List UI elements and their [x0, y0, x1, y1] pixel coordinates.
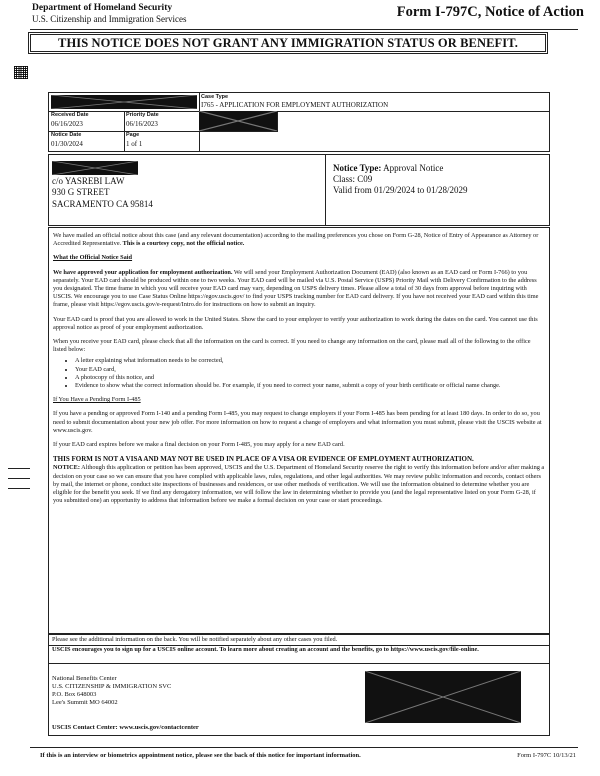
address-block [49, 155, 326, 225]
margin-mark [8, 488, 30, 489]
warning-bold-text: THIS FORM IS NOT A VISA AND MAY NOT BE USED IN PLACE OF A VISA OR EVIDENCE OF EMPLOYMENT AUTHORIZATION. [53, 455, 474, 464]
page-label: Page [126, 132, 140, 138]
page-footer-rule [30, 747, 578, 748]
case-type-cell [199, 93, 549, 112]
case-type-label: Case Type [201, 94, 229, 100]
approval-paragraph [53, 269, 545, 310]
online-account-text: USCIS encourages you to sign up for a USCIS online account. To learn more about creating an account and the benefits, go to https://www.uscis.gov/file-online. [52, 646, 479, 653]
agency-line-2: U.S. Citizenship and Immigration Services [32, 14, 187, 24]
barcode-icon [14, 66, 28, 79]
address-line-3: SACRAMENTO CA 95814 [52, 199, 153, 209]
center-line-1: National Benefits Center [52, 675, 117, 682]
address-line-1: c/o YASREBI LAW [52, 176, 125, 186]
heading-official-notice: What the Official Notice Said [53, 254, 133, 262]
notice-date-label: Notice Date [51, 132, 82, 138]
contact-center-text: USCIS Contact Center: www.uscis.gov/contactcenter [52, 724, 199, 731]
form-edition: Form I-797C 10/13/21 [517, 752, 576, 759]
header-rule [30, 29, 578, 30]
center-line-3: P.O. Box 648003 [52, 691, 97, 698]
center-line-2: U.S. CITIZENSHIP & IMMIGRATION SVC [52, 683, 172, 690]
approval-bold-text: We have approved your application for employment authorization. [53, 268, 233, 276]
notice-type [333, 163, 443, 173]
case-type-value: I765 - APPLICATION FOR EMPLOYMENT AUTHORIZATION [201, 101, 389, 109]
page-cell [124, 131, 200, 151]
notice-date-value: 01/30/2024 [51, 140, 83, 148]
notice-verification-text: Although this application or petition has been approved, USCIS and the U.S. Department of Homeland Security reserve the right to verify this information before and/or after making a decision on your case so we can ensure that you have complied with applicable laws, rules, regulations, and other legal authorities. We may review public information and records, contact others by mail, the internet or phone, conduct site inspections of businesses and residences, or use other methods of verification. We will use the information obtained to determine whether you are eligible for the benefit you seek. If we find any derogatory information, we will follow the law in determining whether to provide you (and the legal representative listed on your Form G-28, if you submitted one) an opportunity to address that information before we make a formal decision on your case or start proceedings. [53, 464, 545, 505]
mailing-paragraph [53, 232, 545, 248]
priority-date-value: 06/16/2023 [126, 120, 158, 128]
notice-body [48, 227, 550, 634]
redacted-barcode [365, 671, 521, 723]
ead-check-paragraph: When you receive your EAD card, please check that all the information on the card is correct. If you need to change any information on the card, please mail all of the following to the office listed below: [53, 338, 531, 354]
correction-list [53, 357, 545, 390]
list-item: • A letter explaining what information needs to be corrected, [75, 357, 545, 365]
case-info-grid [48, 92, 550, 152]
ead-proof-paragraph: Your EAD card is proof that you are allowed to work in the United States. Show the card to your employer to verify your authorization to work during the dates on the card. You cannot use this approval notice as proof of your employment authorization. [53, 315, 538, 331]
applicant-cell [199, 111, 278, 132]
page-footer-note: If this is an interview or biometrics appointment notice, please see the back of this notice for important information. [40, 752, 361, 759]
banner-text: THIS NOTICE DOES NOT GRANT ANY IMMIGRATION STATUS OR BENEFIT. [58, 35, 518, 50]
redacted-receipt-number [51, 95, 197, 109]
redacted-recipient-name [52, 161, 138, 175]
address-notice-block [48, 154, 550, 226]
ead-expiry-paragraph: If your EAD card expires before we make a final decision on your Form I-485, you may apply for a new EAD card. [53, 441, 345, 449]
notice-type-label: Notice Type: [333, 163, 382, 173]
notice-date-cell [49, 131, 125, 151]
status-banner [30, 34, 546, 52]
priority-date-cell [124, 111, 200, 132]
received-date-cell [49, 111, 125, 132]
warning-paragraph [53, 455, 545, 505]
valid-line: Valid from 01/29/2024 to 01/28/2029 [333, 185, 468, 195]
address-line-2: 930 G STREET [52, 187, 110, 197]
priority-date-label: Priority Date [126, 112, 159, 118]
margin-mark [8, 478, 30, 479]
list-item: • Evidence to show what the correct information should be. For example, if you need to correct your name, submit a copy of your birth certificate or official name change. [75, 382, 545, 390]
received-date-value: 06/16/2023 [51, 120, 83, 128]
pending-i485-paragraph: If you have a pending or approved Form I-140 and a pending Form I-485, you may request to change employers if your Form I-485 has been pending for at least 180 days. In order to do so, you need to submit documentation about your new job offer. For more information on how to request a change of employers and what information you must submit, please visit the USCIS website at www.uscis.gov. [53, 410, 542, 434]
agency-line-1: Department of Homeland Security [32, 3, 173, 13]
notice-label: NOTICE: [53, 464, 80, 472]
list-item: • A photocopy of this notice, and [75, 374, 545, 382]
courtesy-copy-text: This is a courtesy copy, not the official notice. [121, 240, 245, 248]
form-title: Form I-797C, Notice of Action [396, 4, 584, 20]
mailing-text: We have mailed an official notice about this case (and any relevant documentation) according to the mailing preferences you chose on Form G-28, Notice of Entry of Appearance as Attorney or Accredited Representative. [53, 232, 539, 248]
see-back-text: Please see the additional information on the back. You will be notified separately about any other cases you filed. [52, 636, 338, 643]
footer-divider [49, 663, 549, 664]
redacted-applicant [199, 111, 277, 131]
received-date-label: Received Date [51, 112, 89, 118]
page-value: 1 of 1 [126, 140, 143, 148]
footer-box [48, 634, 550, 736]
receipt-cell [49, 93, 200, 112]
body-content [53, 232, 545, 505]
margin-mark [8, 468, 30, 469]
approval-text: We will send your Employment Authorization Document (EAD) (also known as an EAD card or Form I-766) to you separately. Your EAD card should be produced within one to two weeks. Your EAD card will be mailed via U.S. Postal Service (USPS) Priority Mail with Delivery Confirmation to the address you designated. The time frame in which you will receive your EAD card may vary, depending on USPS delivery times. Please allow a total of 30 days from approval before inquiring with USCIS. We encourage you to use Case Status Online https://egov.uscis.gov/ to find your USPS tracking number for EAD card delivery. If you have not received your EAD card within this time frame, please visit https://egov.uscis.gov/e-request/Intro.do for instructions on how to submit an inquiry. [53, 268, 539, 309]
center-line-4: Lee's Summit MO 64002 [52, 699, 118, 706]
heading-pending-i485: If You Have a Pending Form I-485 [53, 396, 141, 404]
notice-type-value: Approval Notice [383, 163, 444, 173]
class-line: Class: C09 [333, 174, 373, 184]
list-item: • Your EAD card, [75, 366, 545, 374]
